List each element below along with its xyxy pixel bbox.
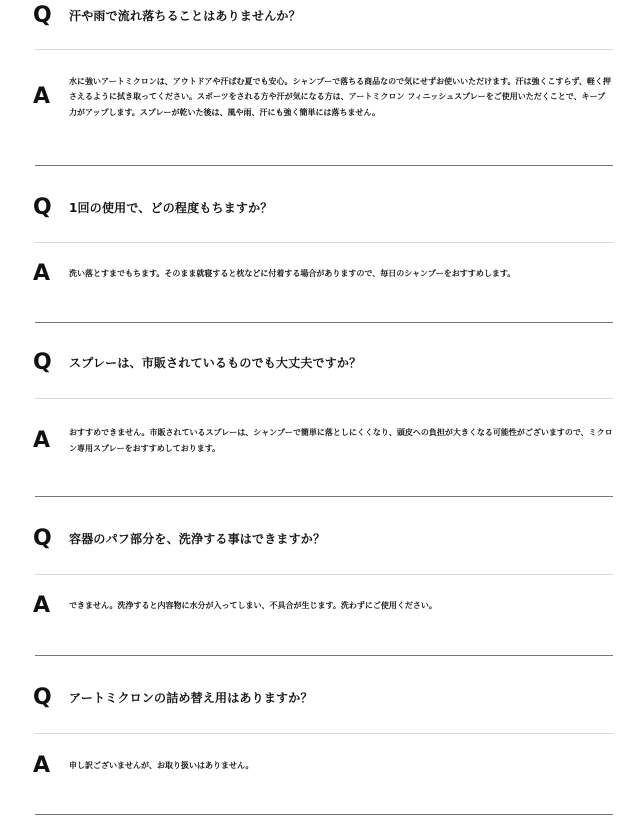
faq-question-row (33, 3, 613, 29)
faq-answer: 申し訳ございませんが、お取り扱いはありません。 (69, 761, 254, 771)
faq-question: 汗や雨で流れ落ちることはありませんか？ (69, 8, 301, 23)
divider (35, 814, 613, 815)
faq-question-row (33, 195, 613, 221)
answer-marker: A (33, 261, 51, 286)
divider (35, 49, 613, 50)
faq-question-row (33, 526, 613, 552)
question-marker: Q (33, 350, 52, 375)
divider (35, 733, 613, 734)
question-marker: Q (33, 526, 52, 551)
question-marker: Q (33, 195, 52, 220)
faq-answer: おすすめできません。市販されているスプレーは、シャンプーで簡単に落としにくくなり、頭皮への負担が大きくなる可能性がございますので、ミクロン専用スプレーをおすすめしております。 (69, 428, 613, 453)
faq-answer-row (33, 593, 613, 619)
divider (35, 655, 613, 656)
divider (35, 574, 613, 575)
divider (35, 322, 613, 323)
faq-question: 容器のパフ部分を、洗浄する事はできますか？ (69, 531, 326, 546)
faq-answer-row (33, 423, 613, 459)
faq-question: 1回の使用で、どの程度もちますか？ (69, 200, 273, 215)
answer-marker: A (33, 84, 51, 109)
answer-marker: A (33, 593, 51, 618)
faq-answer: できません。洗浄すると内容物に水分が入ってしまい、不具合が生じます。洗わずにご使用ください。 (69, 601, 437, 611)
divider (35, 165, 613, 166)
faq-question-row (33, 685, 613, 711)
faq-answer: 水に強いアートミクロンは、アウトドアや汗ばむ夏でも安心。シャンプーで落ちる商品なので気にせずお使いいただけます。汗は強くこすらず、軽く押さえるように拭き取ってください。スポーツをされる方や汗が気になる方は、アートミクロン フィニッシュスプレーをご使用いただくことで、キープ力がアップします。スプレーが乾いた後は、風や雨、汗にも強く簡単には落ちません。 (69, 76, 611, 117)
divider (35, 398, 613, 399)
divider (35, 242, 613, 243)
faq-answer: 洗い落とすまでもちます。そのまま就寝すると枕などに付着する場合がありますので、毎日のシャンプーをおすすめします。 (69, 269, 516, 279)
faq-answer-row (33, 70, 613, 124)
faq-answer-row (33, 753, 613, 779)
divider (35, 496, 613, 497)
answer-marker: A (33, 428, 51, 453)
faq-question-row (33, 350, 613, 376)
question-marker: Q (33, 685, 52, 710)
faq-question: アートミクロンの詰め替え用はありますか？ (69, 690, 313, 705)
answer-marker: A (33, 753, 51, 778)
faq-question: スプレーは、市販されているものでも大丈夫ですか？ (69, 355, 362, 370)
question-marker: Q (33, 3, 52, 28)
faq-answer-row (33, 261, 613, 287)
